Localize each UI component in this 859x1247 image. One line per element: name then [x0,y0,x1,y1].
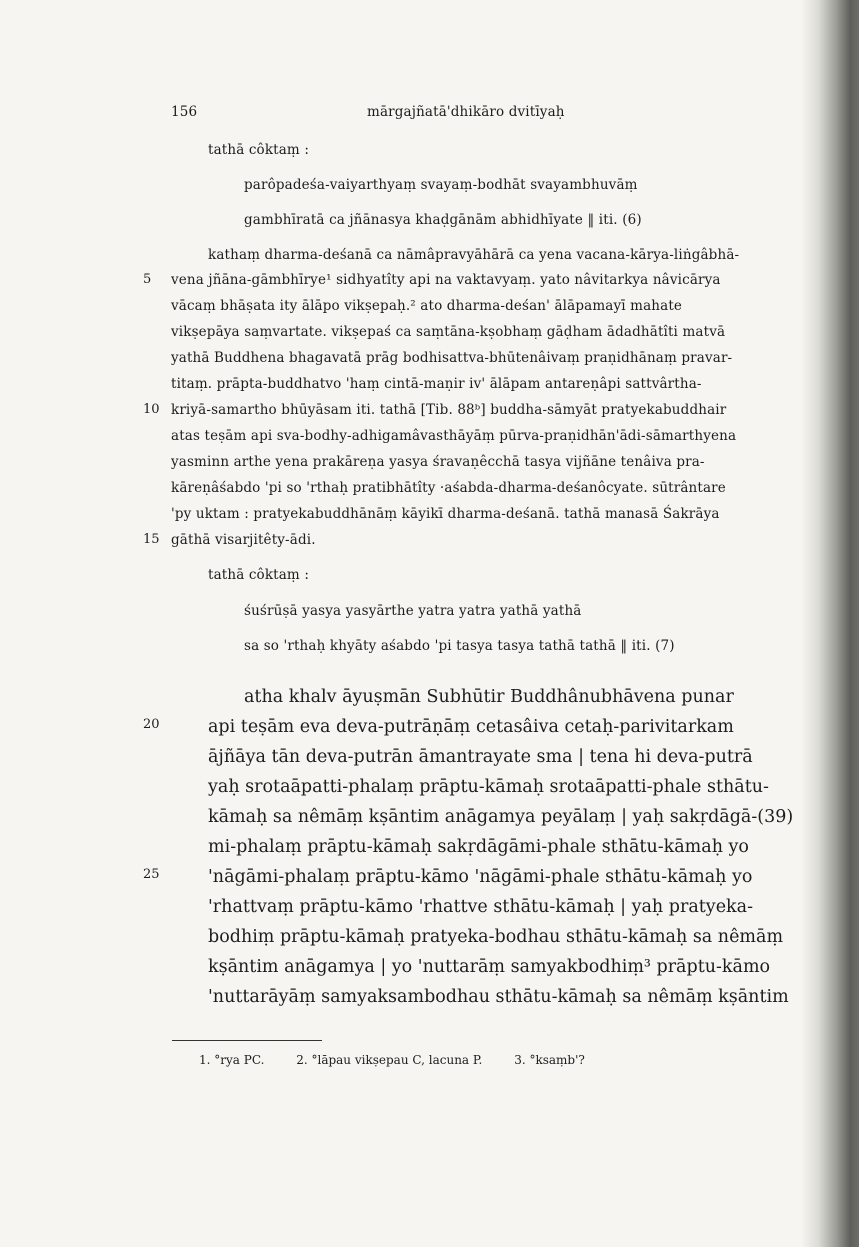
text-line: atha khalv āyuṣmān Subhūtir Buddhânubhāvena punar [244,687,734,707]
text-line: atas teṣām api sva-bodhy-adhigamâvasthāyāṃ pūrva-praṇidhān'ādi-sāmarthyena [171,428,737,444]
text-line: yasminn arthe yena prakāreṇa yasya śravaṇêcchā tasya vijñāne tenâiva pra- [171,454,705,470]
line-number: 25 [143,867,160,882]
text-line: titaṃ. prāpta-buddhatvo 'haṃ cintā-maṇir iv' ālāpam antareṇâpi sattvârtha- [171,376,702,392]
text-line: vena jñāna-gāmbhīrye¹ sidhyatîty api na vaktavyaṃ. yato nâvitarkya nâvicārya [171,272,721,288]
running-title: mārgajñatā'dhikāro dvitīyaḥ [367,104,565,120]
footnotes [199,1053,613,1067]
text-line: kriyā-samartho bhūyāsam iti. tathā [Tib. 88ᵇ] buddha-sāmyāt pratyekabuddhair [171,402,727,418]
text-line: yathā Buddhena bhagavatā prāg bodhisattva-bhūtenâivaṃ praṇidhānaṃ pravar- [171,350,733,366]
text-line: ājñāya tān deva-putrān āmantrayate sma | tena hi deva-putrā [208,747,753,767]
line-number: 5 [143,272,152,287]
verse-line: parôpadeśa-vaiyarthyaṃ svayaṃ-bodhāt svayambhuvāṃ [244,177,638,193]
text-line: 'py uktam : pratyekabuddhānāṃ kāyikī dharma-deśanā. tathā manasā Śakrāya [171,506,720,522]
verse-line: śuśrūṣā yasya yasyārthe yatra yatra yathā yathā [244,603,582,619]
footnote: 1. °rya PC. [199,1053,265,1067]
text-line: api teṣām eva deva-putrāṇāṃ cetasâiva cetaḥ-parivitarkam [208,717,734,737]
verse-line: gambhīratā ca jñānasya khaḍgānām abhidhīyate ‖ iti. (6) [244,212,642,228]
line-number: 20 [143,717,160,732]
text-line: kāreṇâśabdo 'pi so 'rthaḥ pratibhātîty ·aśabda-dharma-deśanôcyate. sūtrântare [171,480,726,496]
line-number: 15 [143,532,160,547]
text-line: tathā côktaṃ : [208,142,310,158]
text-line: vācaṃ bhāṣata ity ālāpo vikṣepaḥ.² ato dharma-deśan' ālāpamayī mahate [171,298,683,314]
text-line: kāmaḥ sa nêmāṃ kṣāntim anāgamya peyālaṃ | yaḥ sakṛdāgā-(39) [208,807,794,827]
book-binding-shadow [801,0,859,1247]
text-line: 'rhattvaṃ prāptu-kāmo 'rhattve sthātu-kāmaḥ | yaḥ pratyeka- [208,897,753,917]
footnote: 3. °ksaṃb'? [514,1053,585,1067]
page-number: 156 [171,104,198,120]
footnote: 2. °lāpau vikṣepau C, lacuna P. [296,1053,483,1067]
text-line: kathaṃ dharma-deśanā ca nāmâpravyāhārā ca yena vacana-kārya-liṅgâbhā- [208,247,740,263]
text-line: 'nāgāmi-phalaṃ prāptu-kāmo 'nāgāmi-phale sthātu-kāmaḥ yo [208,867,753,887]
text-line: bodhiṃ prāptu-kāmaḥ pratyeka-bodhau sthātu-kāmaḥ sa nêmāṃ [208,927,784,947]
text-line: tathā côktaṃ : [208,567,310,583]
text-line: yaḥ srotaāpatti-phalaṃ prāptu-kāmaḥ srotaāpatti-phale sthātu- [208,777,769,797]
line-number: 10 [143,402,160,417]
text-line: 'nuttarāyāṃ samyaksambodhau sthātu-kāmaḥ sa nêmāṃ kṣāntim [208,987,789,1007]
footnote-rule [172,1040,322,1041]
text-line: kṣāntim anāgamya | yo 'nuttarāṃ samyakbodhiṃ³ prāptu-kāmo [208,957,771,977]
text-line: mi-phalaṃ prāptu-kāmaḥ sakṛdāgāmi-phale sthātu-kāmaḥ yo [208,837,749,857]
text-line: gāthā visarjitêty-ādi. [171,532,316,548]
verse-line: sa so 'rthaḥ khyāty aśabdo 'pi tasya tasya tathā tathā ‖ iti. (7) [244,638,675,654]
text-line: vikṣepāya saṃvartate. vikṣepaś ca saṃtāna-kṣobhaṃ gāḍham ādadhātîti matvā [171,324,726,340]
